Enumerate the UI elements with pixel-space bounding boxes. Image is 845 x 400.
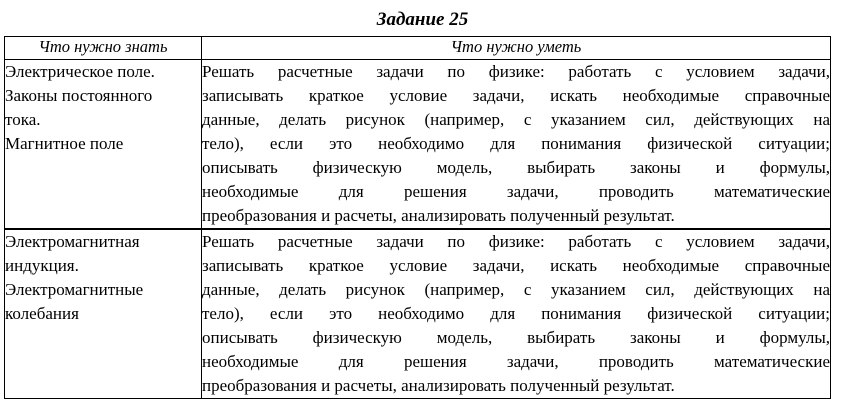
topic-line: колебания	[5, 304, 79, 323]
topic-line: Электрическое поле.	[5, 62, 155, 81]
topic-line: тока.	[5, 110, 41, 129]
skills-line: данные, делать рисунок (например, с указанием сил, действующих на	[202, 280, 830, 299]
table-header-row	[5, 37, 831, 60]
header-what-to-know: Что нужно знать	[5, 37, 202, 60]
topic-line: Магнитное поле	[5, 134, 124, 153]
topic-cell	[5, 60, 202, 230]
skills-line: данные, делать рисунок (например, с указанием сил, действующих на	[202, 110, 830, 129]
topic-line: Электромагнитные	[5, 280, 144, 299]
header-what-to-do: Что нужно уметь	[202, 37, 831, 60]
skills-line: описывать физическую модель, выбирать законы и формулы,	[202, 328, 830, 347]
skills-line: тело), если это необходимо для понимания физической ситуации;	[202, 134, 830, 153]
task-title: Задание 25	[376, 9, 469, 30]
skills-line: записывать краткое условие задачи, искать необходимые справочные	[202, 86, 830, 105]
requirements-table	[4, 36, 831, 399]
topic-line: Электромагнитная	[5, 232, 140, 251]
skills-line: тело), если это необходимо для понимания физической ситуации;	[202, 304, 830, 323]
skills-line: Решать расчетные задачи по физике: работать с условием задачи,	[202, 232, 830, 251]
skills-line: записывать краткое условие задачи, искать необходимые справочные	[202, 256, 830, 275]
table-row	[5, 60, 831, 230]
skills-line: преобразования и расчеты, анализировать полученный результат.	[202, 376, 675, 395]
skills-cell	[202, 229, 831, 399]
topic-line: индукция.	[5, 256, 79, 275]
skills-line: необходимые для решения задачи, проводить математические	[202, 182, 830, 201]
skills-cell	[202, 60, 831, 230]
topic-line: Законы постоянного	[5, 86, 153, 105]
skills-line: описывать физическую модель, выбирать законы и формулы,	[202, 158, 830, 177]
skills-line: преобразования и расчеты, анализировать полученный результат.	[202, 206, 675, 225]
table-row	[5, 229, 831, 399]
topic-cell	[5, 229, 202, 399]
skills-line: необходимые для решения задачи, проводить математические	[202, 352, 830, 371]
skills-line: Решать расчетные задачи по физике: работать с условием задачи,	[202, 62, 830, 81]
